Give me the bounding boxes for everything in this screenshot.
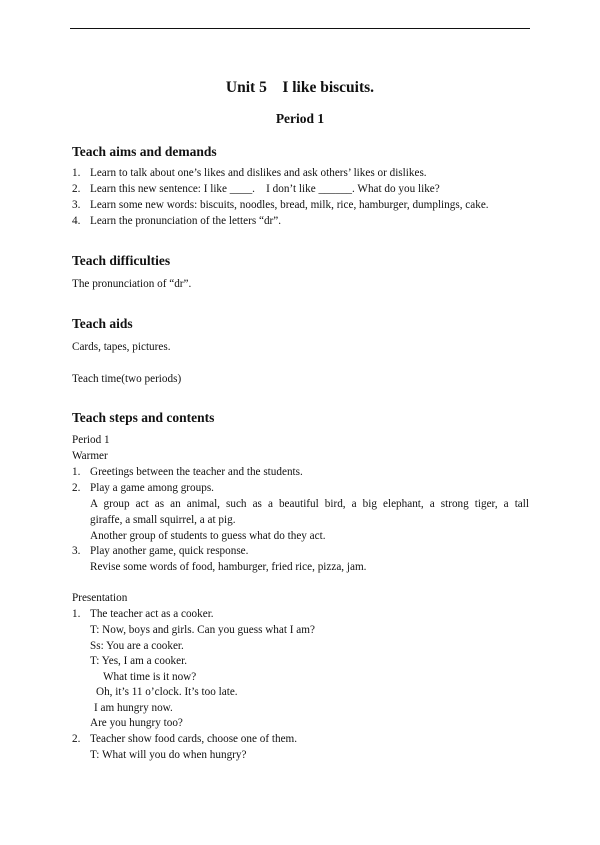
dialogue-line-1: T: Now, boys and girls. Can you guess what I am? xyxy=(90,624,315,636)
aids-text: Cards, tapes, pictures. xyxy=(72,341,171,353)
page-title: Unit 5 I like biscuits. xyxy=(225,79,375,96)
presentation-item-1: The teacher act as a cooker. xyxy=(90,608,214,620)
aims-item-1-number: 1. xyxy=(72,167,81,179)
dialogue-line-4: What time is it now? xyxy=(103,671,197,683)
presentation-label: Presentation xyxy=(72,592,128,604)
aims-item-3-number: 3. xyxy=(72,199,81,211)
aids-heading: Teach aids xyxy=(72,316,133,331)
aims-item-4: Learn the pronunciation of the letters “dr”. xyxy=(90,215,282,227)
dialogue-line-2: Ss: You are a cooker. xyxy=(90,640,184,652)
period-label: Period 1 xyxy=(72,434,110,446)
dialogue-line-7: Are you hungry too? xyxy=(90,717,183,729)
difficulties-text: The pronunciation of “dr”. xyxy=(72,278,192,290)
warmer-item-2-detail-line-2: giraffe, a small squirrel, a at pig. xyxy=(90,514,236,526)
page-subtitle: Period 1 xyxy=(275,111,325,126)
aims-item-3: Learn some new words: biscuits, noodles, bread, milk, rice, hamburger, dumplings, cake. xyxy=(90,199,489,211)
warmer-item-3-number: 3. xyxy=(72,545,81,557)
warmer-item-2-detail-line-3: Another group of students to guess what do they act. xyxy=(90,530,326,542)
steps-heading: Teach steps and contents xyxy=(72,410,215,425)
aims-heading: Teach aims and demands xyxy=(72,144,217,159)
presentation-item-2-number: 2. xyxy=(72,733,81,745)
warmer-item-3: Play another game, quick response. xyxy=(90,545,249,557)
teach-time-text: Teach time(two periods) xyxy=(72,373,182,385)
aims-item-2-number: 2. xyxy=(72,183,81,195)
dialogue-line-8: T: What will you do when hungry? xyxy=(90,749,247,761)
aims-item-1: Learn to talk about one’s likes and dislikes and ask others’ likes or dislikes. xyxy=(90,167,427,179)
header-rule xyxy=(70,28,530,29)
presentation-item-2: Teacher show food cards, choose one of them. xyxy=(90,733,298,745)
warmer-item-1: Greetings between the teacher and the students. xyxy=(90,466,303,478)
warmer-item-1-number: 1. xyxy=(72,466,81,478)
aims-item-4-number: 4. xyxy=(72,215,81,227)
warmer-item-2: Play a game among groups. xyxy=(90,482,214,494)
warmer-item-3-detail: Revise some words of food, hamburger, fried rice, pizza, jam. xyxy=(90,561,367,573)
warmer-label: Warmer xyxy=(72,450,108,462)
dialogue-line-3: T: Yes, I am a cooker. xyxy=(90,655,188,667)
warmer-item-2-number: 2. xyxy=(72,482,81,494)
dialogue-line-5: Oh, it’s 11 o’clock. It’s too late. xyxy=(96,686,238,698)
presentation-item-1-number: 1. xyxy=(72,608,81,620)
difficulties-heading: Teach difficulties xyxy=(72,253,171,268)
dialogue-line-6: I am hungry now. xyxy=(94,702,173,714)
aims-item-2: Learn this new sentence: I like ____. I don’t like ______. What do you like? xyxy=(90,183,440,195)
warmer-item-2-detail-line-1: A group act as an animal, such as a beautiful bird, a big elephant, a strong tiger, a tall xyxy=(90,498,529,510)
